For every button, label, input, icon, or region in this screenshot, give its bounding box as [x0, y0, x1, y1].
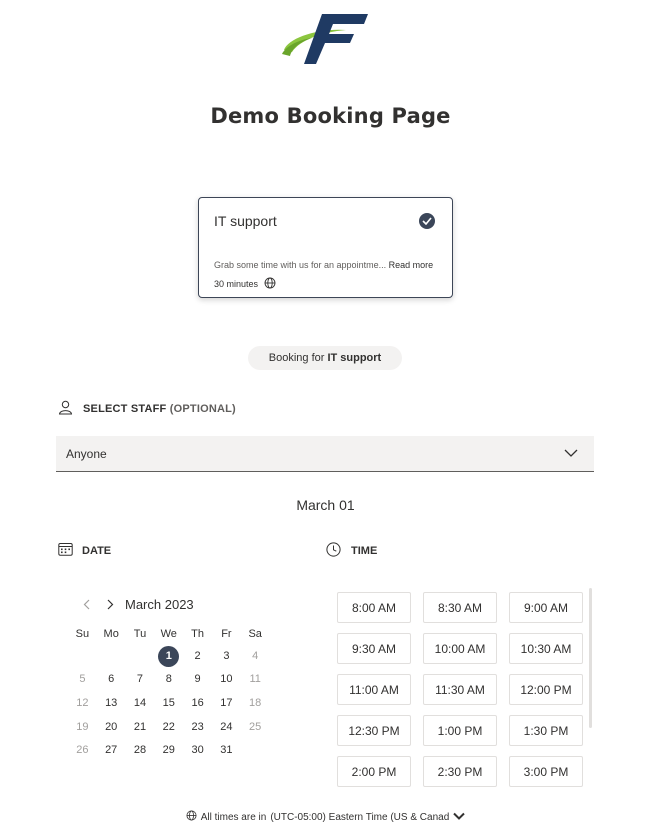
time-slot-button[interactable]: 9:00 AM	[509, 592, 583, 623]
calendar-navigation	[74, 596, 194, 612]
calendar-day[interactable]	[183, 740, 212, 760]
calendar-day-number: 24	[220, 720, 233, 733]
time-slot-button[interactable]: 12:00 PM	[509, 674, 583, 705]
calendar-day[interactable]	[97, 693, 126, 713]
calendar-day	[241, 693, 270, 713]
calendar-day-number: 31	[220, 744, 233, 757]
calendar-day[interactable]	[183, 646, 212, 666]
time-heading-text: TIME	[351, 545, 378, 557]
calendar-day	[68, 646, 97, 666]
calendar-day-number: 25	[249, 720, 262, 733]
globe-icon	[186, 810, 197, 824]
calendar-day-number: 21	[133, 720, 147, 733]
calendar-day-number: 13	[105, 696, 118, 709]
calendar-grid	[68, 624, 270, 762]
calendar-day-number: 2	[194, 649, 201, 662]
time-slot-button[interactable]: 1:00 PM	[423, 715, 497, 746]
calendar-day-number: 30	[191, 744, 204, 757]
calendar-week-row	[68, 738, 270, 762]
time-slot-button[interactable]: 12:30 PM	[337, 715, 411, 746]
service-card-it-support[interactable]	[198, 197, 453, 298]
service-description	[214, 260, 433, 270]
calendar-day	[241, 740, 270, 760]
read-more-link[interactable]: Read more	[388, 260, 434, 270]
calendar-day-number: 28	[133, 744, 147, 757]
time-slot-button[interactable]: 11:00 AM	[337, 674, 411, 705]
checkmark-icon	[419, 213, 435, 229]
booking-for-service: IT support	[327, 352, 382, 364]
calendar-day[interactable]	[126, 740, 155, 760]
calendar-day	[241, 646, 270, 666]
time-slots-scrollbar[interactable]	[589, 588, 592, 728]
calendar-day-number: 5	[79, 673, 86, 686]
staff-optional-text: (OPTIONAL)	[169, 403, 236, 415]
timezone-value: (UTC-05:00) Eastern Time (US & Canad	[270, 811, 450, 823]
clock-icon	[326, 542, 341, 560]
calendar-day-number: 14	[133, 696, 147, 709]
booking-for-badge	[248, 346, 402, 370]
calendar-day-number: 4	[252, 649, 259, 662]
calendar-day[interactable]	[126, 717, 155, 737]
calendar-day	[68, 740, 97, 760]
calendar-day[interactable]	[212, 646, 241, 666]
calendar-day[interactable]	[183, 669, 212, 689]
time-slot-button[interactable]: 3:00 PM	[509, 756, 583, 787]
date-heading-text: DATE	[82, 544, 112, 557]
calendar-icon	[58, 542, 73, 559]
previous-month-button[interactable]	[74, 596, 98, 612]
date-section-heading	[58, 542, 111, 559]
calendar-day-number: 27	[105, 744, 118, 757]
calendar-day	[68, 693, 97, 713]
service-duration	[214, 277, 276, 291]
time-slot-button[interactable]: 1:30 PM	[509, 715, 583, 746]
calendar-day[interactable]	[97, 669, 126, 689]
time-slot-button[interactable]: 9:30 AM	[337, 633, 411, 664]
calendar-day-number: 17	[220, 696, 233, 709]
weekday-label: Tu	[133, 628, 147, 640]
calendar-day[interactable]	[212, 669, 241, 689]
calendar-day-number: 16	[191, 696, 204, 709]
selected-date-label: March 01	[296, 497, 355, 513]
calendar-day-number: 22	[162, 720, 175, 733]
calendar-day-number: 7	[136, 673, 144, 686]
staff-dropdown[interactable]	[56, 436, 594, 472]
calendar-day	[68, 669, 97, 689]
calendar-day	[68, 717, 97, 737]
timezone-selector[interactable]	[0, 810, 651, 824]
person-icon	[58, 400, 73, 418]
chevron-down-icon	[453, 812, 465, 823]
calendar-day-number: 3	[223, 649, 230, 662]
calendar-day	[241, 717, 270, 737]
next-month-button[interactable]	[98, 596, 122, 612]
calendar-week-row	[68, 644, 270, 668]
chevron-down-icon	[564, 447, 578, 461]
time-slot-button[interactable]: 10:30 AM	[509, 633, 583, 664]
calendar-day	[126, 646, 155, 666]
staff-dropdown-value: Anyone	[66, 446, 107, 461]
calendar-day-number: 1	[158, 646, 179, 667]
calendar-day[interactable]	[97, 740, 126, 760]
calendar-day-number: 11	[249, 673, 261, 686]
calendar-week-row	[68, 691, 270, 715]
calendar-day[interactable]	[212, 717, 241, 737]
weekday-label: Su	[75, 628, 90, 640]
weekday-label: Mo	[103, 628, 119, 640]
calendar-day[interactable]	[154, 740, 183, 760]
calendar-day[interactable]	[212, 740, 241, 760]
calendar-day[interactable]	[212, 693, 241, 713]
staff-heading-text: SELECT STAFF	[83, 403, 167, 415]
calendar-day-number: 18	[249, 696, 262, 709]
calendar-day-number: 6	[108, 673, 115, 686]
service-description-text: Grab some time with us for an appointme...	[214, 260, 387, 270]
globe-icon	[264, 277, 276, 291]
calendar-day	[241, 669, 270, 689]
calendar-day-selected[interactable]	[154, 646, 183, 666]
company-logo	[278, 10, 370, 68]
time-slot-button[interactable]: 11:30 AM	[423, 674, 497, 705]
calendar-day-number: 8	[165, 673, 172, 686]
calendar-week-row	[68, 715, 270, 739]
calendar-day[interactable]	[126, 693, 155, 713]
weekday-label: Fr	[221, 628, 232, 640]
calendar-day[interactable]	[183, 693, 212, 713]
calendar-day-number: 12	[76, 696, 89, 709]
calendar-day-number: 26	[76, 744, 89, 757]
service-name: IT support	[214, 213, 277, 229]
calendar-day[interactable]	[126, 669, 155, 689]
calendar-day[interactable]	[183, 717, 212, 737]
calendar-day[interactable]	[154, 717, 183, 737]
time-section-heading	[326, 542, 377, 560]
weekday-label: Th	[191, 628, 204, 640]
calendar-month-label: March 2023	[125, 596, 194, 612]
duration-text: 30 minutes	[214, 279, 259, 289]
calendar-day-number: 19	[76, 720, 89, 733]
time-slot-button[interactable]: 2:00 PM	[337, 756, 411, 787]
weekday-label: Sa	[248, 628, 262, 640]
weekday-label: We	[160, 628, 177, 640]
calendar-day-number: 15	[162, 696, 175, 709]
calendar-day-number: 23	[191, 720, 204, 733]
time-slot-button[interactable]: 10:00 AM	[423, 633, 497, 664]
time-slot-button[interactable]: 8:30 AM	[423, 592, 497, 623]
calendar-day-number: 29	[162, 744, 175, 757]
calendar-week-row	[68, 668, 270, 692]
time-slot-button[interactable]: 8:00 AM	[337, 592, 411, 623]
page-title: Demo Booking Page	[210, 104, 451, 128]
staff-section-heading	[58, 400, 236, 418]
calendar-day[interactable]	[154, 669, 183, 689]
calendar-day[interactable]	[97, 717, 126, 737]
calendar-day-number: 20	[105, 720, 118, 733]
calendar-day[interactable]	[154, 693, 183, 713]
calendar-day	[97, 646, 126, 666]
booking-for-prefix: Booking for	[268, 352, 325, 364]
calendar-day-number: 9	[194, 673, 201, 686]
timezone-prefix: All times are in	[200, 811, 267, 823]
time-slot-button[interactable]: 2:30 PM	[423, 756, 497, 787]
weekday-header-row	[68, 624, 270, 644]
calendar-day-number: 10	[220, 673, 233, 686]
